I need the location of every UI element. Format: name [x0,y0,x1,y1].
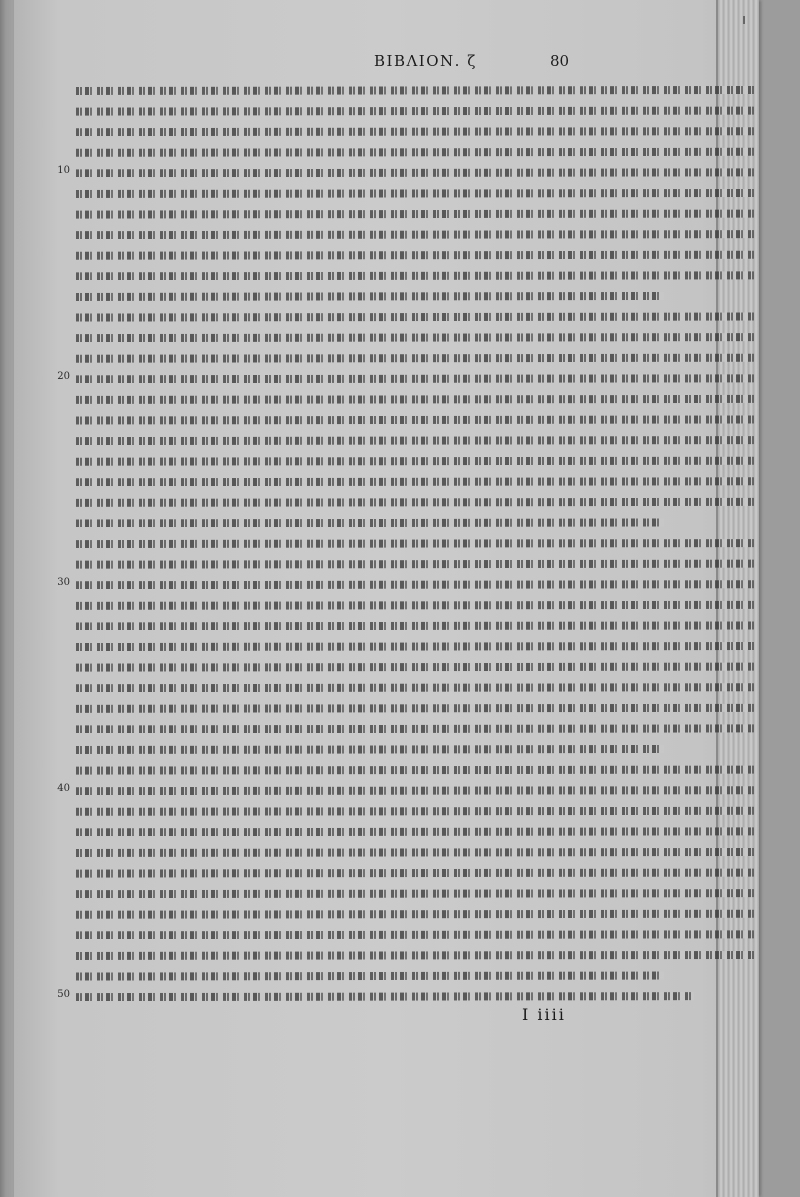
text-line [44,966,754,987]
text-ink [76,662,754,672]
text-ink [76,991,694,1001]
text-line [44,142,754,163]
text-line [44,265,754,286]
text-line [44,245,754,266]
text-ink [76,497,754,507]
corner-mark [743,16,745,24]
text-ink [76,147,754,157]
text-line [44,739,754,760]
text-line [44,760,754,781]
text-ink [76,85,754,95]
text-ink [76,291,664,301]
text-ink [76,559,754,569]
text-line [44,410,754,431]
line-number: 30 [57,577,70,589]
text-ink [76,373,754,383]
text-ink [76,476,754,486]
line-number: 20 [57,371,70,383]
page-header [74,52,699,78]
text-ink [76,806,754,816]
text-ink [76,765,754,775]
text-ink [76,332,754,342]
text-ink [76,270,754,280]
text-line [44,554,754,575]
text-line [44,677,754,698]
text-line [44,863,754,884]
text-line [44,512,754,533]
text-ink [76,868,754,878]
text-ink [76,456,754,466]
folio-number: 80 [550,52,570,70]
page [14,0,759,1197]
text-line [44,904,754,925]
text-line [44,574,754,595]
text-ink [76,229,754,239]
text-ink [76,167,754,177]
text-ink [76,106,754,116]
text-ink [76,209,754,219]
text-ink [76,517,664,527]
text-line [44,430,754,451]
text-line [44,307,754,328]
text-line [44,183,754,204]
text-line [44,657,754,678]
text-ink [76,950,754,960]
text-line [44,389,754,410]
line-number: 10 [57,165,70,177]
text-ink [76,826,754,836]
text-line [44,451,754,472]
text-line [44,842,754,863]
text-ink [76,723,754,733]
text-line [44,924,754,945]
text-line [44,327,754,348]
text-ink [76,909,754,919]
text-ink [76,126,754,136]
text-ink [76,620,754,630]
text-line [44,986,754,1007]
text-ink [76,312,754,322]
text-ink [76,847,754,857]
text-ink [76,435,754,445]
text-ink [76,929,754,939]
text-ink [76,394,754,404]
text-ink [76,353,754,363]
text-ink [76,785,754,795]
text-line [44,945,754,966]
text-ink [76,703,754,713]
text-line [44,348,754,369]
text-line [44,121,754,142]
text-line [44,224,754,245]
text-ink [76,415,754,425]
text-line [44,101,754,122]
text-line [44,801,754,822]
text-line [44,204,754,225]
line-number: 40 [57,783,70,795]
line-number: 50 [57,989,70,1001]
text-line [44,286,754,307]
text-line [44,533,754,554]
greek-text-block [44,80,754,1007]
text-line [44,162,754,183]
text-ink [76,538,754,548]
text-line [44,595,754,616]
text-line [44,718,754,739]
text-line [44,698,754,719]
text-ink [76,744,664,754]
text-ink [76,600,754,610]
text-line [44,80,754,101]
text-ink [76,682,754,692]
text-ink [76,579,754,589]
text-line [44,780,754,801]
text-line [44,492,754,513]
text-line [44,636,754,657]
signature-mark: I iiii [522,1005,566,1024]
text-ink [76,641,754,651]
text-line [44,883,754,904]
text-line [44,821,754,842]
text-ink [76,971,664,981]
text-line [44,471,754,492]
text-ink [76,188,754,198]
text-ink [76,250,754,260]
text-line [44,615,754,636]
running-head: ΒΙΒΛΙΟΝ. ζ [374,52,477,70]
text-line [44,368,754,389]
text-ink [76,888,754,898]
